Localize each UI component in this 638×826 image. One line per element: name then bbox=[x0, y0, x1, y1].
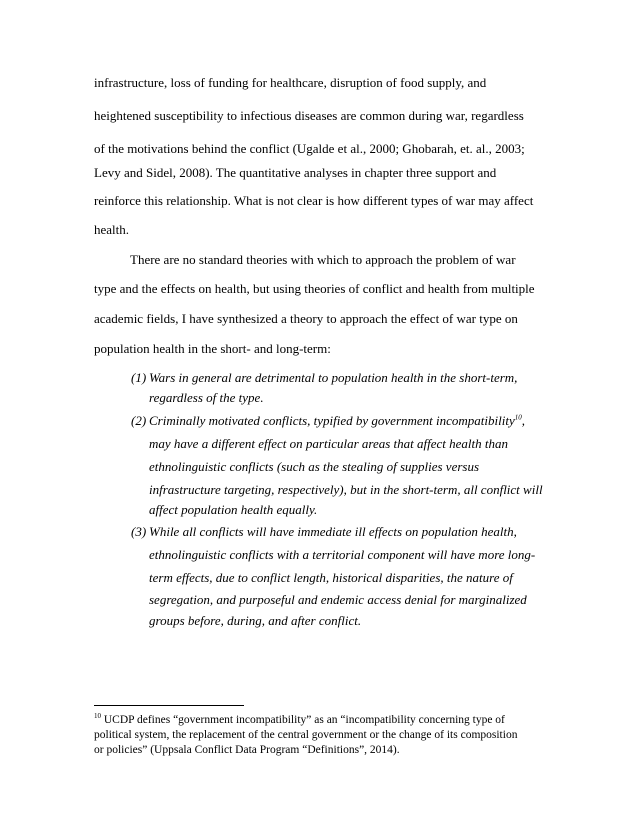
list-item-2-line-1 bbox=[149, 413, 525, 429]
list-item-2-first-line-text: Criminally motivated conflicts, typified by government incompatibility bbox=[149, 413, 515, 428]
list-item-3-line-4: segregation, and purposeful and endemic access denial for marginalized bbox=[149, 592, 527, 607]
body-line-9: academic fields, I have synthesized a theory to approach the effect of war type on bbox=[94, 311, 518, 326]
body-line-2: heightened susceptibility to infectious diseases are common during war, regardless bbox=[94, 108, 524, 123]
list-item-2-first-line-end: , bbox=[521, 413, 525, 428]
body-line-1: infrastructure, loss of funding for healthcare, disruption of food supply, and bbox=[94, 75, 487, 90]
list-item-3-line-5: groups before, during, and after conflict. bbox=[149, 613, 362, 628]
body-line-8: type and the effects on health, but using theories of conflict and health from multiple bbox=[94, 281, 535, 296]
list-item-3-line-1: While all conflicts will have immediate ill effects on population health, bbox=[149, 524, 517, 539]
body-line-4: Levy and Sidel, 2008). The quantitative analyses in chapter three support and bbox=[94, 165, 497, 180]
footnote-number: 10 bbox=[94, 712, 101, 721]
list-item-2-line-2: may have a different effect on particular areas that affect health than bbox=[149, 436, 508, 451]
list-item-1-line-2: regardless of the type. bbox=[149, 390, 264, 405]
footnote-line-2: political system, the replacement of the central government or the change of its composition bbox=[94, 729, 518, 741]
body-line-10: population health in the short- and long-term: bbox=[94, 341, 331, 356]
list-item-3-line-2: ethnolinguistic conflicts with a territorial component will have more long- bbox=[149, 547, 536, 562]
list-item-2-line-4: infrastructure targeting, respectively), but in the short-term, all conflict will bbox=[149, 482, 543, 497]
body-line-5: reinforce this relationship. What is not clear is how different types of war may affect bbox=[94, 193, 534, 208]
body-line-7: There are no standard theories with which to approach the problem of war bbox=[130, 252, 516, 267]
footnote-line-3: or policies” (Uppsala Conflict Data Program “Definitions”, 2014). bbox=[94, 744, 400, 756]
list-item-1-line-1: Wars in general are detrimental to population health in the short-term, bbox=[149, 370, 518, 385]
footnote-line-1-text: UCDP defines “government incompatibility” as an “incompatibility concerning type of bbox=[101, 714, 505, 726]
footnote-reference: 10 bbox=[514, 413, 522, 422]
body-line-3: of the motivations behind the conflict (Ugalde et al., 2000; Ghobarah, et. al., 2003; bbox=[94, 141, 525, 156]
list-item-2-line-3: ethnolinguistic conflicts (such as the stealing of supplies versus bbox=[149, 459, 480, 474]
footnote-separator bbox=[94, 705, 244, 706]
body-line-6: health. bbox=[94, 222, 130, 237]
list-item-2-line-5: affect population health equally. bbox=[149, 502, 318, 517]
list-item-3-line-3: term effects, due to conflict length, historical disparities, the nature of bbox=[149, 570, 513, 585]
list-item-3-number: (3) bbox=[131, 524, 147, 539]
list-item-1-number: (1) bbox=[131, 370, 147, 385]
footnote-line-1 bbox=[94, 713, 505, 728]
list-item-2-number: (2) bbox=[131, 413, 147, 428]
